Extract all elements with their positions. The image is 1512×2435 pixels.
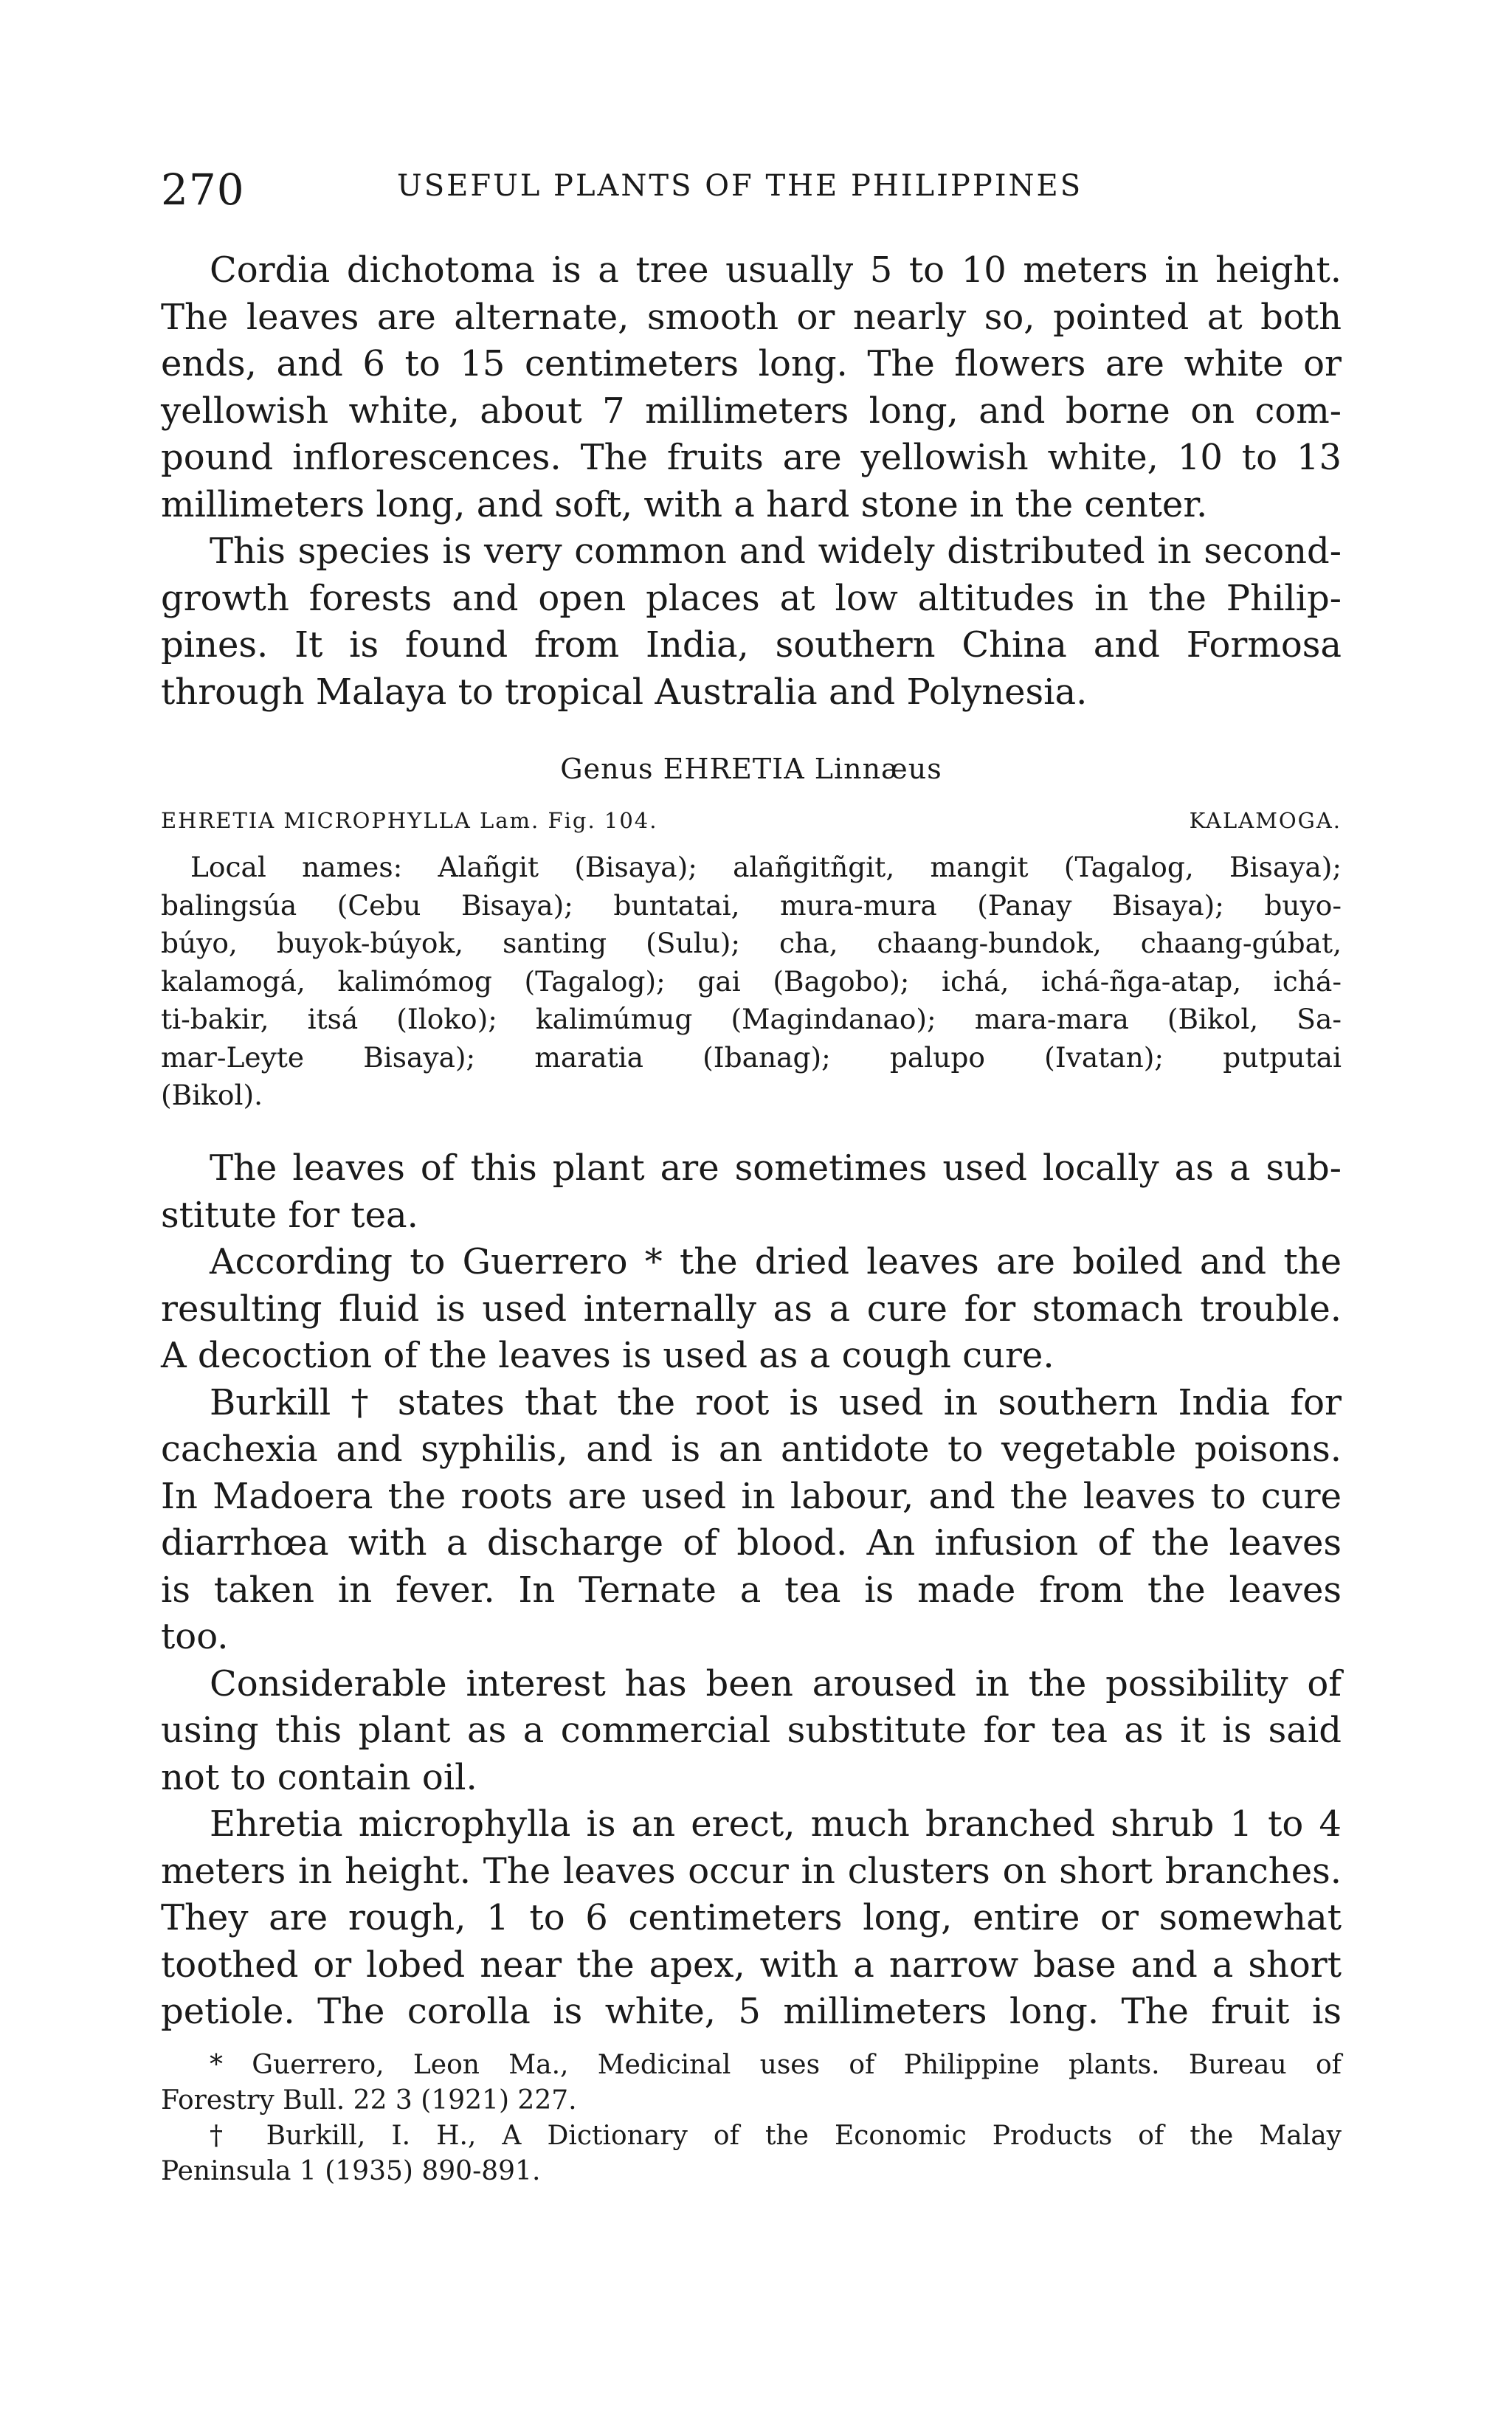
text-line: growth forests and open places at low altitudes in the Philip-	[161, 577, 1342, 619]
text-line: Local names: Alañgit (Bisaya); alañgitñgit, mangit (Tagalog, Bisaya);	[190, 851, 1342, 883]
text-line: Considerable interest has been aroused in the possibility of	[210, 1662, 1342, 1704]
text-line: resulting fluid is used internally as a cure for stomach trouble.	[161, 1288, 1342, 1330]
genus-heading: Genus EHRETIA Linnæus	[560, 753, 942, 785]
text-line: ends, and 6 to 15 centimeters long. The flowers are white or	[161, 343, 1342, 384]
text-line: millimeters long, and soft, with a hard stone in the center.	[161, 483, 1208, 525]
text-line: balingsúa (Cebu Bisaya); buntatai, mura-mura (Panay Bisaya); buyo-	[161, 888, 1342, 922]
species-heading	[161, 808, 1342, 833]
text-line: pound inflorescences. The fruits are yellowish white, 10 to 13	[161, 437, 1342, 478]
species-common-name: KALAMOGA.	[1189, 808, 1342, 833]
text-line: Ehretia microphylla is an erect, much branched shrub 1 to 4	[210, 1803, 1342, 1845]
text-line: not to contain oil.	[161, 1756, 477, 1798]
text-line: ti-bakir, itsá (Iloko); kalimúmug (Magindanao); mara-mara (Bikol, Sa-	[161, 1003, 1342, 1035]
text-line: According to Guerrero * the dried leaves are boiled and the	[210, 1241, 1342, 1282]
text-line: petiole. The corolla is white, 5 millimeters long. The fruit is	[161, 1991, 1342, 2032]
text-line: Burkill † states that the root is used in southern India for	[210, 1381, 1342, 1423]
text-line: is taken in fever. In Ternate a tea is made from the leaves	[161, 1569, 1342, 1611]
text-line: kalamogá, kalimómog (Tagalog); gai (Bagobo); ichá, ichá-ñga-atap, ichá-	[161, 964, 1342, 998]
text-line: toothed or lobed near the apex, with a narrow base and a short	[161, 1944, 1342, 1986]
footnote-line: Peninsula 1 (1935) 890-891.	[161, 2156, 541, 2186]
text-line: pines. It is found from India, southern China and Formosa	[161, 624, 1342, 666]
text-line: too.	[161, 1616, 229, 1657]
local-names-block	[161, 849, 1342, 1115]
footnote-line: * Guerrero, Leon Ma., Medicinal uses of Philippine plants. Bureau of	[210, 2050, 1342, 2080]
page-header	[161, 159, 1342, 215]
text-line: using this plant as a commercial substitute for tea as it is said	[161, 1710, 1342, 1751]
footnote-line: Forestry Bull. 22 3 (1921) 227.	[161, 2085, 577, 2115]
text-line: mar-Leyte Bisaya); maratia (Ibanag); palupo (Ivatan); putputai	[161, 1040, 1342, 1074]
text-line: The leaves of this plant are sometimes used locally as a sub-	[210, 1147, 1342, 1189]
footnotes	[161, 2048, 1342, 2189]
text-line: In Madoera the roots are used in labour, and the leaves to cure	[161, 1475, 1342, 1517]
text-line: stitute for tea.	[161, 1194, 418, 1236]
text-line: (Bikol).	[161, 1079, 263, 1111]
text-line: cachexia and syphilis, and is an antidote to vegetable poisons.	[161, 1429, 1342, 1470]
page-number: 270	[161, 165, 245, 215]
species-name: EHRETIA MICROPHYLLA Lam. Fig. 104.	[161, 808, 658, 833]
text-line: A decoction of the leaves is used as a cough cure.	[161, 1335, 1054, 1376]
running-title: USEFUL PLANTS OF THE PHILIPPINES	[397, 169, 1083, 203]
text-line: diarrhœa with a discharge of blood. An infusion of the leaves	[161, 1522, 1342, 1564]
text-line: This species is very common and widely distributed in second-	[210, 531, 1342, 572]
text-line: meters in height. The leaves occur in clusters on short branches.	[161, 1850, 1342, 1892]
text-line: Cordia dichotoma is a tree usually 5 to 10 meters in height.	[210, 249, 1342, 291]
text-line: through Malaya to tropical Australia and Polynesia.	[161, 671, 1088, 713]
text-line: They are rough, 1 to 6 centimeters long, entire or somewhat	[161, 1897, 1342, 1938]
cordia-description	[161, 247, 1342, 716]
text-line: The leaves are alternate, smooth or nearly so, pointed at both	[161, 296, 1342, 338]
footnote-line: † Burkill, I. H., A Dictionary of the Economic Products of the Malay	[210, 2121, 1342, 2151]
text-line: búyo, buyok-búyok, santing (Sulu); cha, chaang-bundok, chaang-gúbat,	[161, 927, 1342, 959]
text-line: yellowish white, about 7 millimeters long, and borne on com-	[161, 390, 1342, 432]
ehretia-uses	[161, 1145, 1342, 2036]
